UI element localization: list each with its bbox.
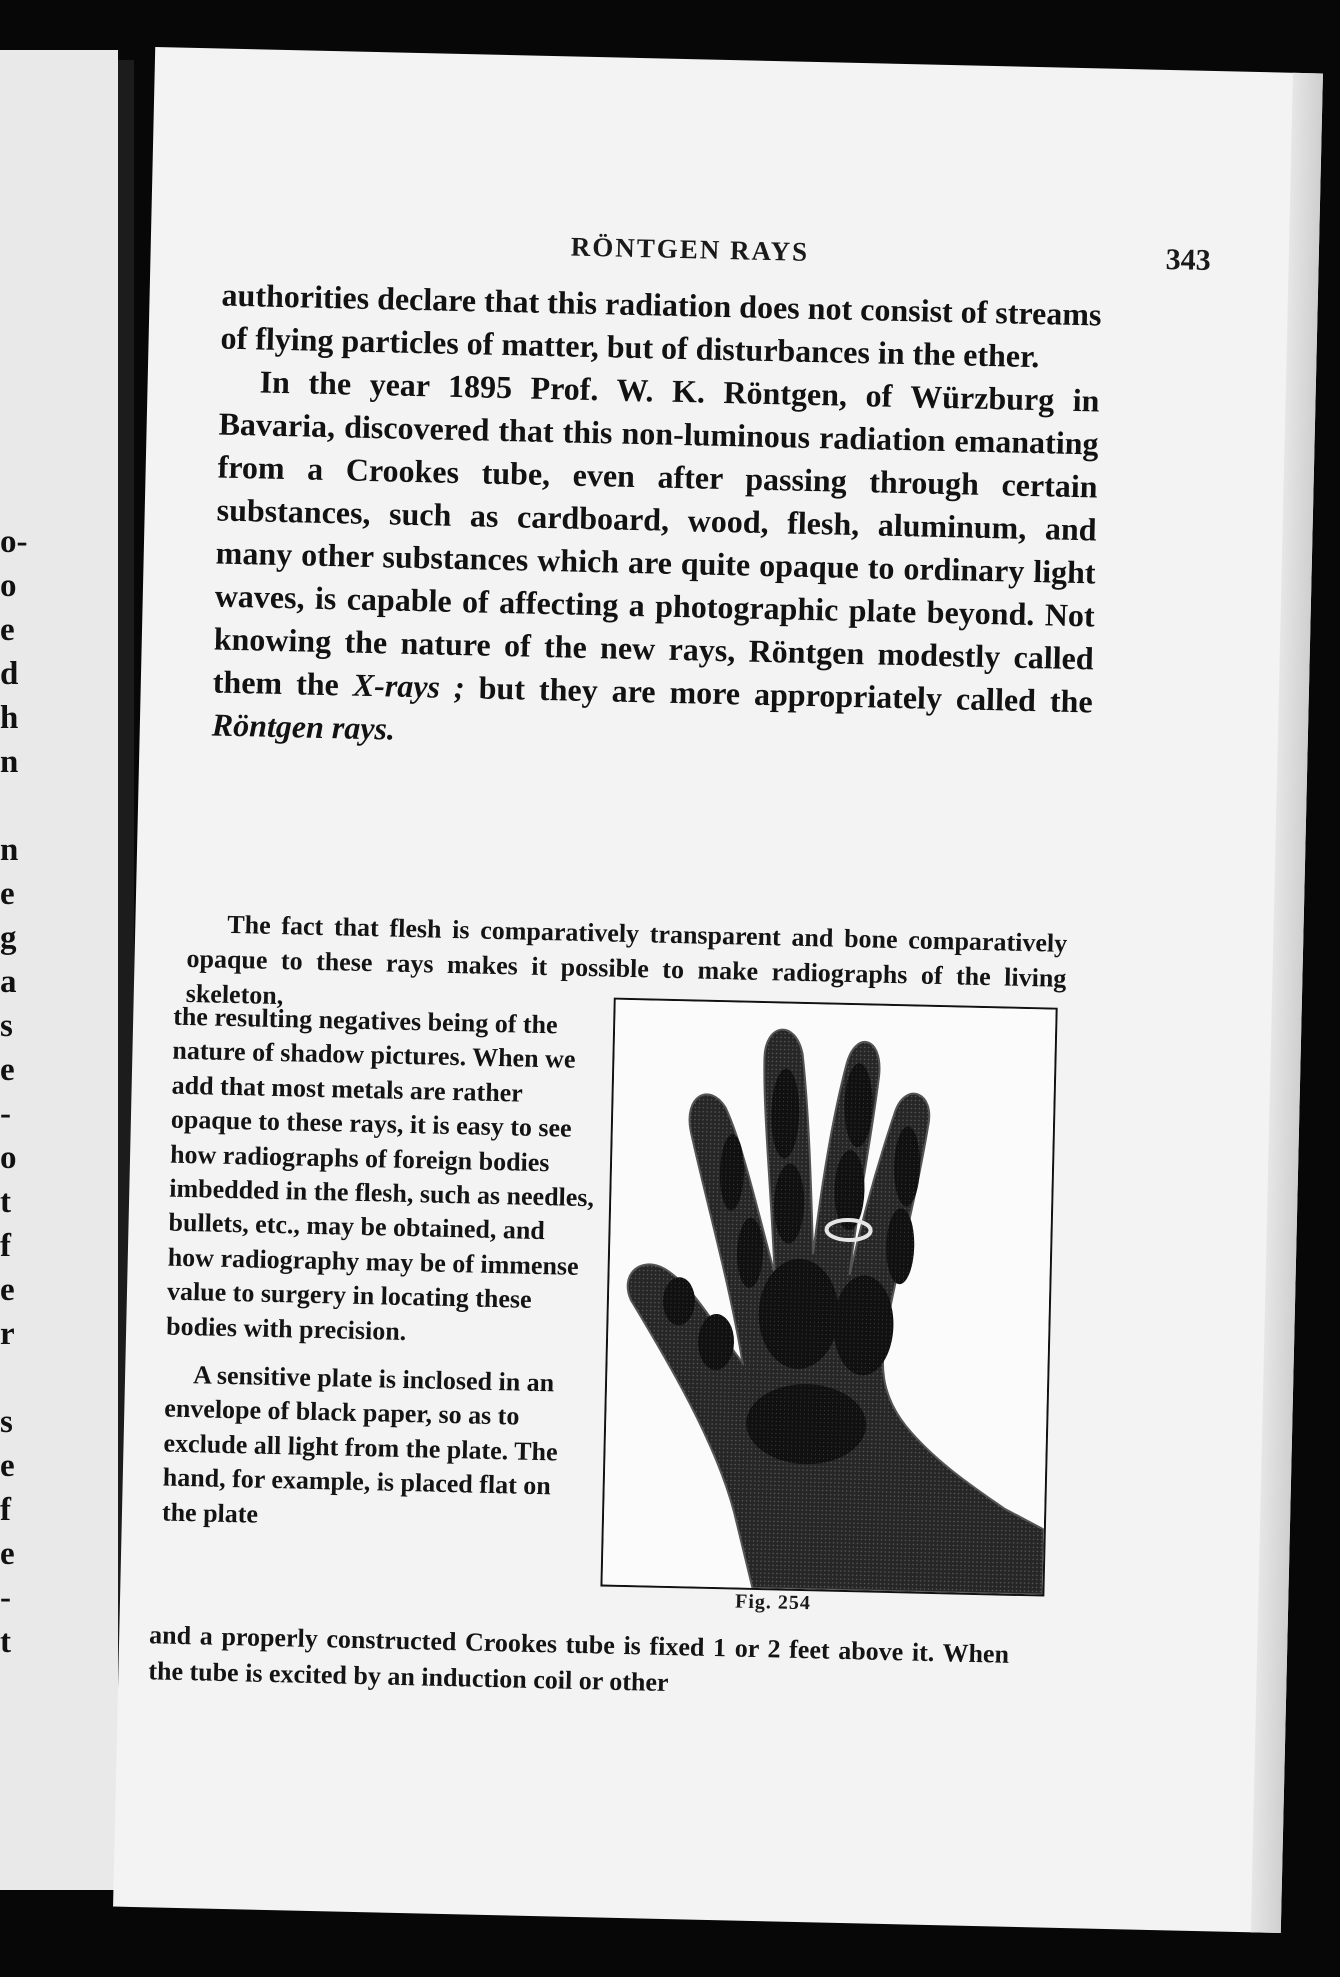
left-margin-char: s <box>0 1008 13 1044</box>
paragraph-discovery <box>211 360 1100 767</box>
left-margin-char <box>0 1356 40 1400</box>
paragraph-ether: authorities declare that this radiation does not consist of streams of flying particles of matter, but of disturbances in the ether. <box>220 276 1102 375</box>
paragraph-discovery-text: In the year 1895 Prof. W. K. Röntgen, of Würzburg in Bavaria, discovered that this non-luminous radiation emanating from a Crookes tube, even after passing through certain substances, such as cardboard, wood, flesh, aluminum, and many other substances which are quite opaque to ordinary light waves, is capable of affecting a photographic plate beyond. Not knowing the nature of the new rays, Röntgen modestly called them the <box>212 363 1100 703</box>
left-margin-char: o <box>0 568 17 604</box>
left-margin-char: h <box>0 700 19 736</box>
left-page-margin-characters <box>0 520 40 1664</box>
left-margin-char: o- <box>0 524 28 560</box>
main-text <box>211 274 1102 767</box>
left-margin-char: o <box>0 1140 17 1176</box>
page-number: 343 <box>1165 242 1212 277</box>
left-margin-char: f <box>0 1228 11 1264</box>
book-page <box>113 47 1323 1933</box>
left-page-fragment <box>0 50 118 1890</box>
running-head: RÖNTGEN RAYS <box>570 231 810 267</box>
left-margin-char: e <box>0 1448 15 1484</box>
paragraph-transparency: The fact that flesh is comparatively transparent and bone comparatively opaque to these rays makes it possible to make radiographs of the living skeleton, <box>185 909 1068 1011</box>
left-margin-char: e <box>0 876 15 912</box>
left-margin-char: n <box>0 744 19 780</box>
left-margin-char: r <box>0 1316 15 1352</box>
wrapped-column <box>162 1000 599 1540</box>
left-margin-char: e <box>0 1052 15 1088</box>
left-margin-char: - <box>0 1096 11 1132</box>
left-margin-char: s <box>0 1404 13 1440</box>
left-margin-char: - <box>0 1580 11 1616</box>
paragraph-discovery-text-2: but they are more appropriately called the <box>464 669 1094 720</box>
hand-radiograph-figure <box>600 998 1057 1597</box>
left-margin-char <box>0 784 40 828</box>
bottom-text: and a properly constructed Crookes tube is fixed 1 or 2 feet above it. When the tube is excited by an induction coil or other <box>148 1620 1010 1698</box>
left-margin-char: e <box>0 1536 15 1572</box>
left-margin-char: e <box>0 1272 15 1308</box>
left-margin-char: n <box>0 832 19 868</box>
rontgen-rays-term: Röntgen rays. <box>211 706 396 747</box>
paragraph-sensitive-plate: A sensitive plate is inclosed in an envelope of black paper, so as to exclude all light from the plate. The hand, for example, is placed flat on the plate <box>161 1360 558 1529</box>
left-margin-char: a <box>0 964 17 1000</box>
page-edge <box>1251 73 1323 1933</box>
left-margin-char: f <box>0 1492 11 1528</box>
left-margin-char: g <box>0 920 17 956</box>
hand-radiograph-image <box>602 1000 1055 1595</box>
left-margin-char: t <box>0 1184 11 1220</box>
left-margin-char: d <box>0 656 19 692</box>
x-rays-term: X-rays ; <box>352 666 466 706</box>
left-margin-char: t <box>0 1624 11 1660</box>
paragraph-shadow-pictures: the resulting negatives being of the nature of shadow pictures. When we add that most metals are rather opaque to these rays, it is easy to see how radiographs of foreign bodies imbedded in the flesh, such as needles, bullets, etc., may be obtained, and how radiography may be of immense value to surgery in locating these bodies with precision. <box>165 1001 595 1346</box>
left-margin-char: e <box>0 612 15 648</box>
figure-caption: Fig. 254 <box>734 1590 812 1615</box>
